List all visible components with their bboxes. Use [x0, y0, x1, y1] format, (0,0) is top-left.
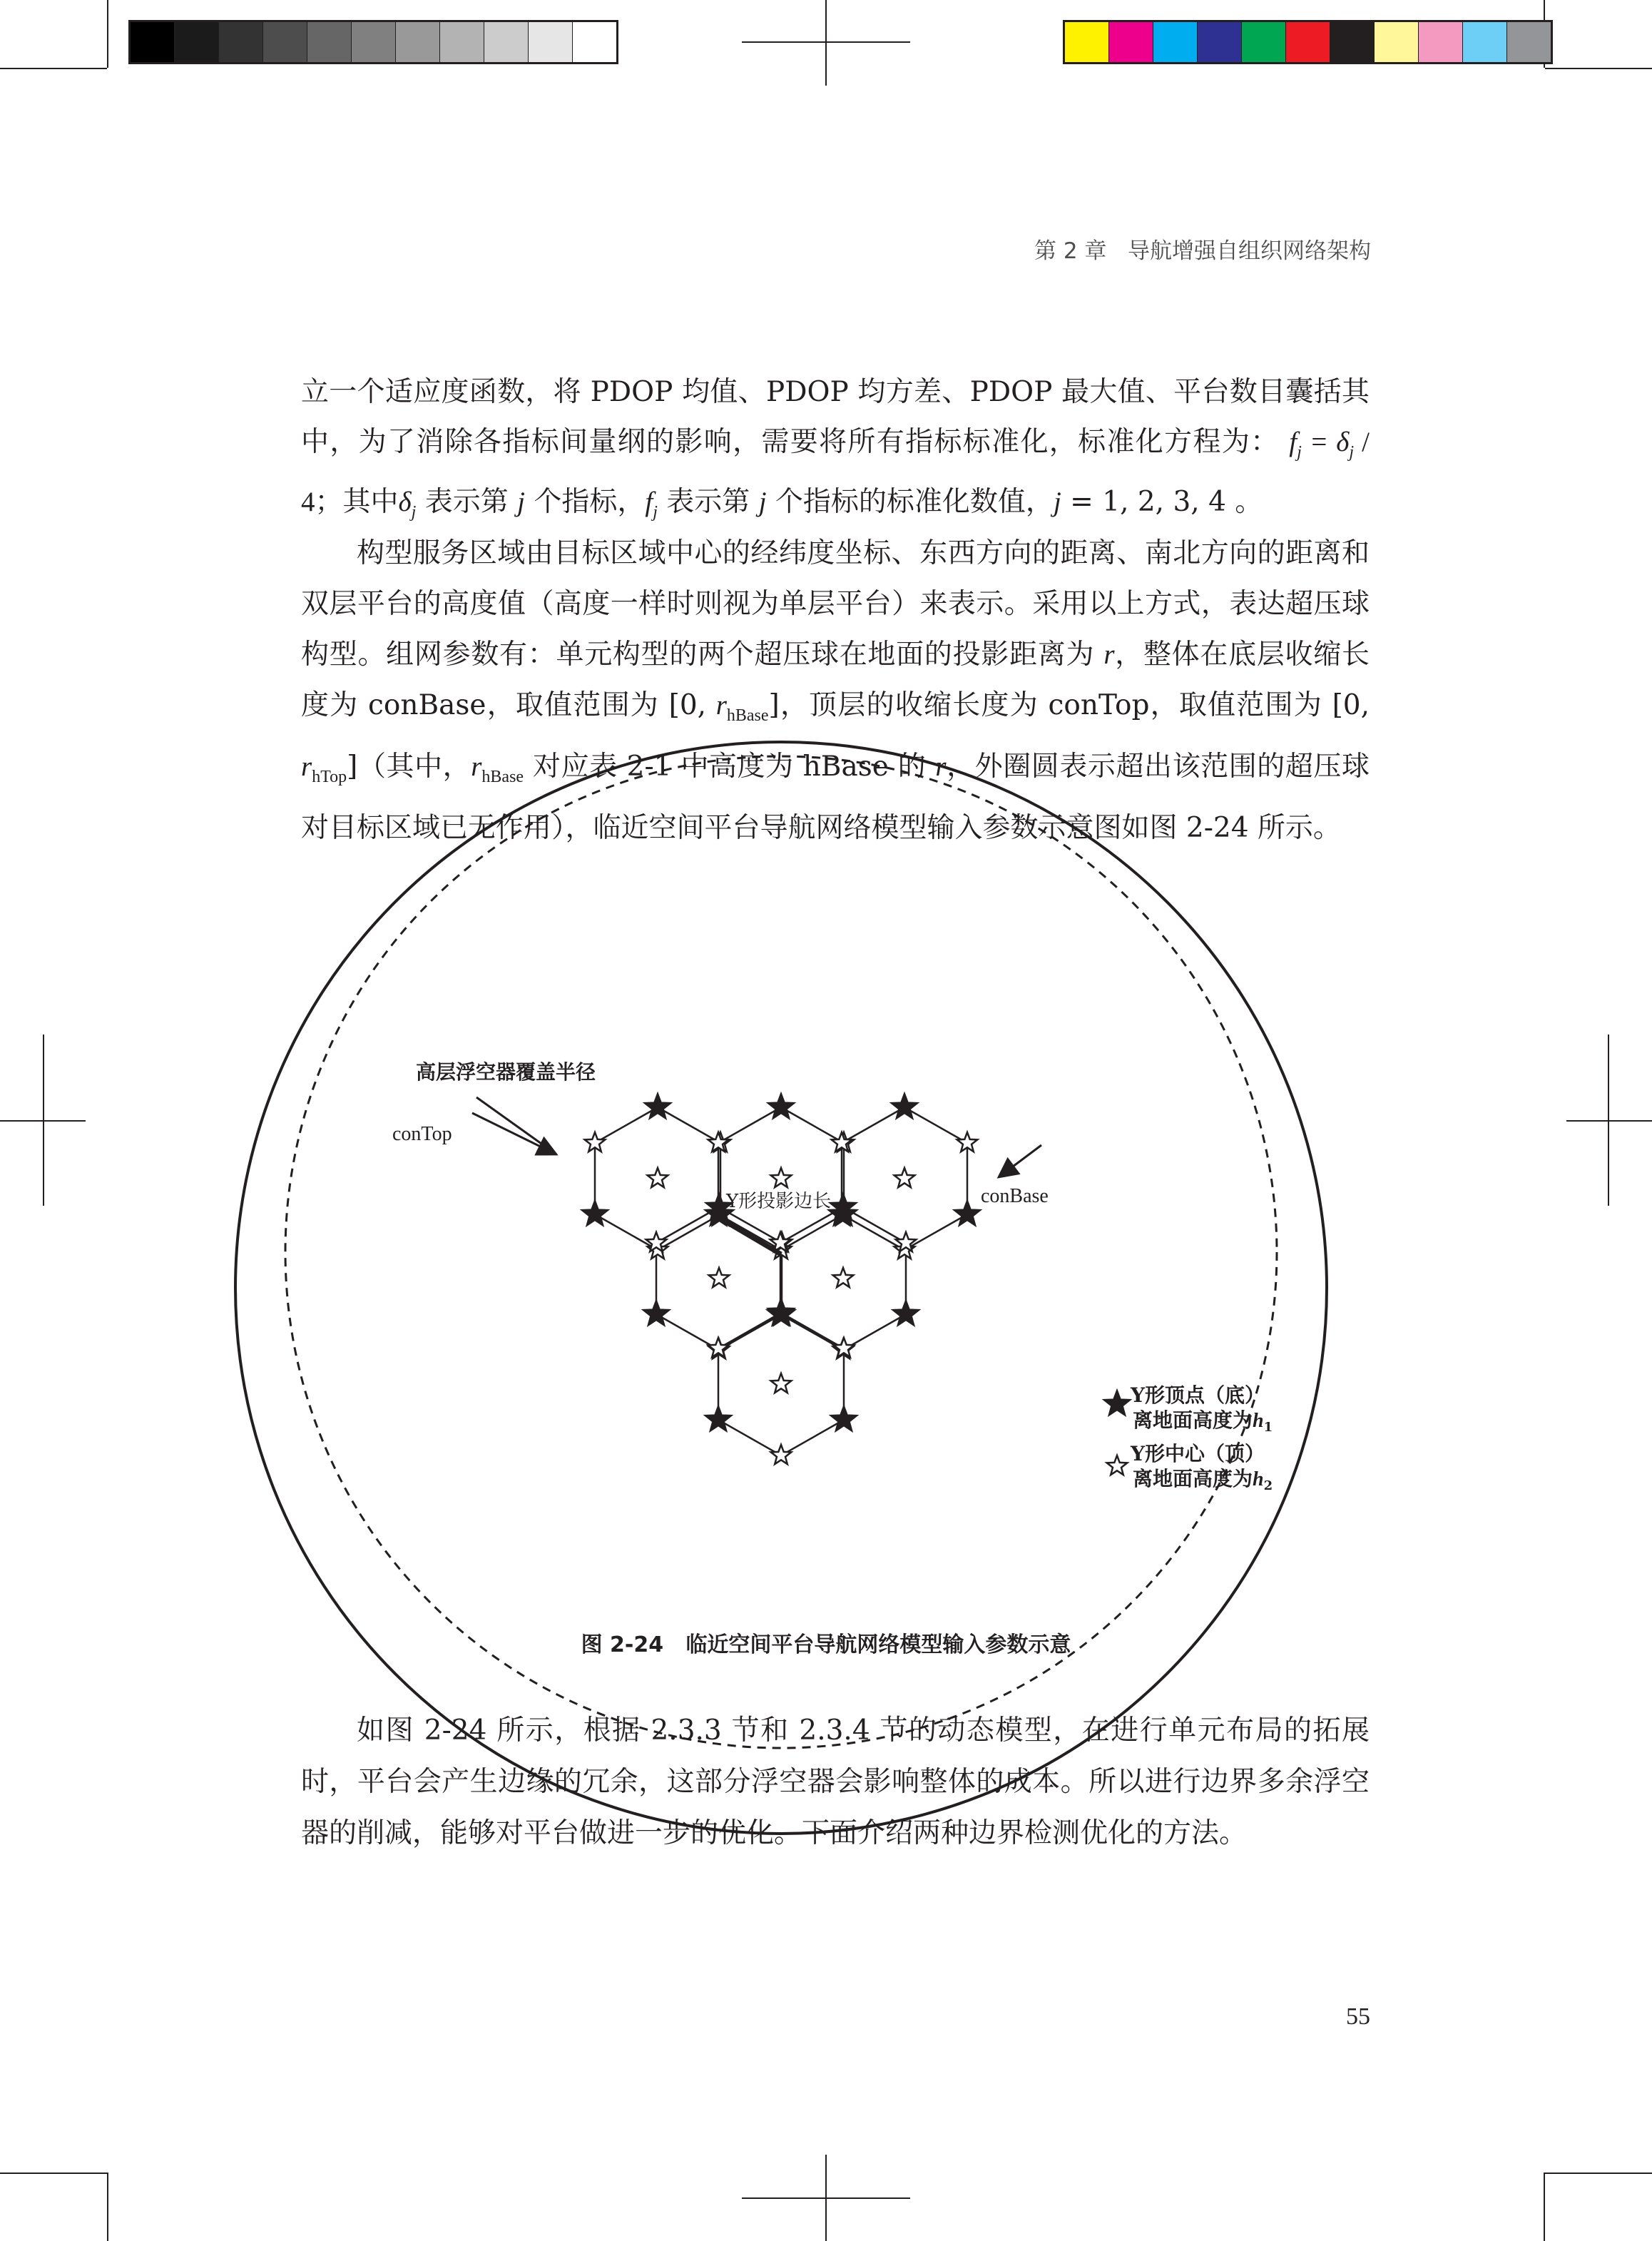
paragraph-3: 如图 2-24 所示，根据 2.3.3 节和 2.3.4 节的动态模型，在进行单元布局的拓展时，平台会产生边缘的冗余，这部分浮空器会影响整体的成本。所以进行边界多余浮空器的削减，能够对平台做进一步的优化。下面介绍两种边界检测优化的方法。 — [301, 1714, 1370, 1849]
bottom-vertex-star — [767, 1092, 795, 1119]
p1-text-b: ；其中 — [315, 485, 399, 518]
legend-bottom-line2: 离地面高度为$h_1$ — [1133, 1408, 1273, 1435]
caption-text: 临近空间平台导航网络模型输入参数示意 — [685, 1632, 1071, 1657]
paragraph-2: 构型服务区域由目标区域中心的经纬度坐标、东西方向的距离、南北方向的距离和双层平台的高度值（高度一样时则视为单层平台）来表示。采用以上方式，表达超压球构型。组网参数有：单元构型的两个超压球在地面的投影距离为 r，整体在底层收缩长度为 conBase，取值范围为 [0, $r_{hBase}$]，顶层的收缩长度为 conTop，取值范围为 [0, $r_{hTop}$]（其中，$r_{hBase}$ 对应表 2-1 中高度为 hBase 的 r，外圈圆表示超出该范围的超压球对目标区域已无作用），临近空间平台导航网络模型输入参数示意图如图 2-24 所示。 — [301, 537, 1370, 844]
top-center-star — [833, 1268, 854, 1287]
caption-number: 图 2-24 — [581, 1632, 664, 1657]
p1-text-a: 立一个适应度函数，将 PDOP 均值、PDOP 均方差、PDOP 最大值、平台数目囊括其中，为了消除各指标间量纲的影响，需要将所有指标标准化，标准化方程为： — [301, 376, 1370, 458]
figure-legend — [1103, 1383, 1273, 1493]
conbase-arrow — [999, 1145, 1041, 1177]
chapter-title: 导航增强自组织网络架构 — [1128, 238, 1371, 264]
formula-f: $f_j = \delta_j / 4$ — [301, 427, 1370, 517]
bottom-vertex-star — [581, 1199, 609, 1226]
legend-top-line2: 离地面高度为$h_2$ — [1133, 1467, 1273, 1493]
contop-label: conTop — [392, 1123, 452, 1145]
bottom-vertex-star — [830, 1405, 858, 1432]
bottom-vertex-star — [953, 1199, 981, 1226]
hexagon-grid — [595, 1107, 967, 1455]
top-center-star — [771, 1373, 792, 1393]
legend-top-line1: Y形中心（顶） — [1131, 1442, 1265, 1465]
y-edge-label: Y形投影边长 — [726, 1191, 832, 1212]
top-center-star — [709, 1268, 730, 1287]
top-radius-label: 高层浮空器覆盖半径 — [416, 1060, 596, 1084]
solid-star-icon — [1103, 1389, 1131, 1416]
y-edge-highlight — [717, 1216, 781, 1254]
legend-bottom-line1: Y形顶点（底） — [1131, 1383, 1265, 1407]
bottom-vertex-star — [892, 1299, 920, 1326]
paragraph-1: 立一个适应度函数，将 PDOP 均值、PDOP 均方差、PDOP 最大值、平台数目囊括其中，为了消除各指标间量纲的影响，需要将所有指标标准化，标准化方程为： $f_j = \delta_j / 4$；其中$\delta_j$ 表示第 j 个指标，$f_j$ 表示第 j 个指标的标准化数值，j = 1, 2, 3, 4 。 — [301, 376, 1370, 522]
page-number: 55 — [1346, 2003, 1370, 2030]
hollow-star-icon — [1107, 1455, 1128, 1475]
bottom-vertex-star — [890, 1092, 919, 1119]
legend-solid-star — [1103, 1389, 1131, 1416]
bottom-vertex-star — [642, 1299, 671, 1326]
top-center-star — [894, 1168, 915, 1187]
conbase-label: conBase — [981, 1185, 1049, 1207]
bottom-vertex-star — [704, 1405, 733, 1432]
top-center-star — [771, 1445, 792, 1464]
top-center-star — [648, 1168, 668, 1187]
formula-delta: $\delta_j$ — [398, 486, 417, 522]
contop-arrow — [476, 1097, 556, 1154]
chapter-number: 第 2 章 — [1034, 238, 1107, 264]
figure-caption — [0, 1627, 1652, 1658]
contop-arrow — [472, 1113, 556, 1154]
top-center-star — [771, 1168, 792, 1187]
legend-hollow-star — [1107, 1455, 1128, 1475]
bottom-vertex-star — [643, 1092, 672, 1119]
